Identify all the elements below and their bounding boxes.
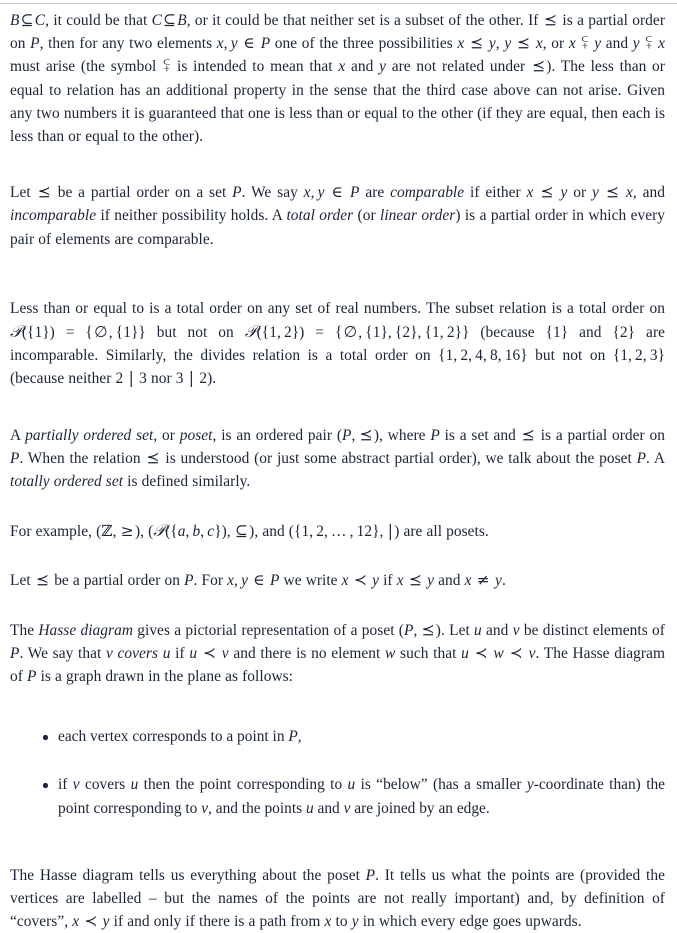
list-item <box>10 773 665 819</box>
paragraph-spacer <box>10 391 665 424</box>
paragraph-spacer <box>10 820 665 864</box>
list-item-spacer <box>10 748 665 773</box>
paragraph-spacer <box>10 543 665 569</box>
paragraph-comparable-total-order: Let ⪯ be a partial order on a set P. We say x, y ∈ P are comparable if either x ⪯ y or y ⪯ x, and incomparable if neither possibility holds. A total order (or linear order) is a partial order in which every pair of elements are comparable. <box>10 183 665 248</box>
document-body <box>10 0 665 933</box>
paragraph-spacer <box>10 593 665 619</box>
paragraph-spacer <box>10 148 665 181</box>
hasse-diagram-rules-list <box>10 725 665 820</box>
paragraph-strict-order: Let ⪯ be a partial order on P. For x, y ∈ P we write x ≺ y if x ⪯ y and x ≠ y. <box>10 571 506 590</box>
paragraph-hasse-diagram-definition: The Hasse diagram gives a pictorial representation of a poset (P, ⪯). Let u and v be distinct elements of P. We say that v covers u if u ≺ v and there is no element w such that u ≺ w ≺ v. The Hasse diagram of P is a graph drawn in the plane as follows: <box>10 620 665 686</box>
page-top-rule <box>0 3 677 4</box>
bullet-dot-icon <box>43 783 48 788</box>
paragraph-hasse-diagram-meaning: The Hasse diagram tells us everything about the poset P. It tells us what the points are (provided the vertices are labelled – but the names of the points are not really important) and, by definition of “covers”, x ≺ y if and only if there is a path from x to y in which every edge goes upwards. <box>10 866 665 931</box>
list-item-text: if v covers u then the point corresponding to u is “below” (has a smaller y-coordinate than) the point corresponding to v, and the points u and v are joined by an edge. <box>58 776 665 817</box>
paragraph-poset-definition: A partially ordered set, or poset, is an ordered pair (P, ⪯), where P is a set and ⪯ is a partial order on P. When the relation ⪯ is understood (or just some abstract partial order), we talk about the poset P. A totally ordered set is defined similarly. <box>10 425 666 491</box>
list-item-text: each vertex corresponds to a point in P, <box>58 728 302 746</box>
paragraph-spacer <box>10 251 665 297</box>
paragraph-spacer <box>10 493 665 519</box>
paragraph-poset-examples: For example, (ℤ, ≥), (𝒫({a, b, c}), ⊆), and ({1, 2, … , 12}, |) are all posets. <box>10 521 489 541</box>
bullet-dot-icon <box>43 735 48 740</box>
list-item <box>10 725 665 748</box>
paragraph-subset-partial-order: B⊆C, it could be that C⊆B, or it could be that neither set is a subset of the other. If ⪯ is a partial order on P, then for any two elements x, y ∈ P one of the three possibilities x ⪯ y, y ⪯ x, or x ⪿ y and y ⪿ x must arise (the symbol ⪿ is intended to mean that x and y are not related under ⪯). The less than or equal to relation has an additional property in the sense that the third case above can not arise. Given any two numbers it is guaranteed that one is less than or equal to the other (if they are equal, then each is less than or equal to the other). <box>10 11 665 146</box>
paragraph-examples-total-order: Less than or equal to is a total order on any set of real numbers. The subset relation is a total order on 𝒫({1}) = {∅, {1}} but not on 𝒫({1, 2}) = {∅, {1}, {2}, {1, 2}} (because {1} and {2} are incomparable. Similarly, the divides relation is a total order on {1, 2, 4, 8, 16} but not on {1, 2, 3} (because neither 2 | 3 nor 3 | 2). <box>10 299 666 388</box>
list-spacer <box>10 688 665 725</box>
